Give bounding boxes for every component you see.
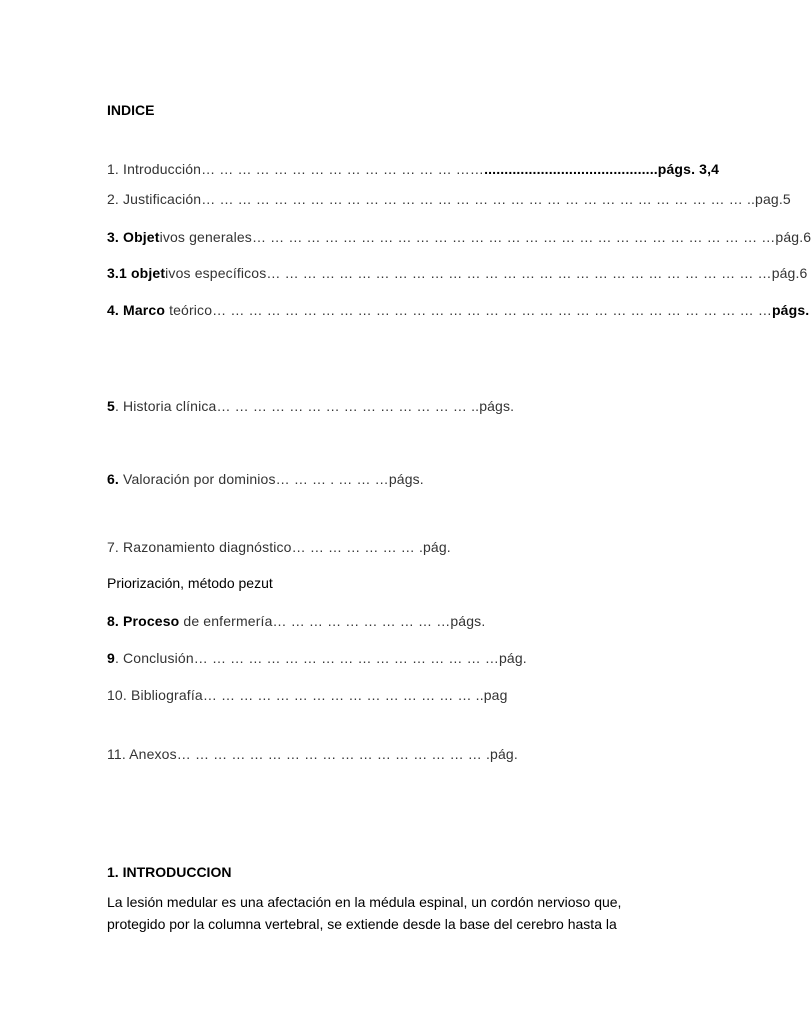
toc-number: 8. — [107, 613, 119, 629]
toc-number: 2. — [107, 191, 119, 207]
toc-dots: … … … … … … … … … … … … … … …… — [201, 161, 485, 177]
index-title: INDICE — [107, 102, 155, 118]
toc-entry-8 — [107, 612, 485, 630]
toc-page: pág.6 — [775, 229, 811, 245]
toc-entry-4 — [107, 301, 809, 319]
toc-entry-priorizacion — [107, 574, 273, 592]
toc-label: de enfermería — [183, 613, 273, 629]
toc-number: 11. — [107, 746, 126, 762]
toc-entry-7 — [107, 538, 451, 556]
toc-entry-3-1 — [107, 264, 807, 282]
toc-number: 3.1 — [107, 265, 127, 281]
toc-dots: … … … … … … … … … … … … … … … … … . — [176, 746, 491, 762]
toc-page: pág. — [423, 539, 451, 555]
toc-number: 5 — [107, 398, 115, 414]
toc-dots: … … … . … … … — [275, 471, 389, 487]
toc-dots: … … … … … … … . — [291, 539, 423, 555]
toc-entry-5 — [107, 397, 514, 415]
toc-dots: … … … … … … … … … … … … … … … … … … … … … … … … … … … … — [266, 265, 772, 281]
toc-label: Justificación — [123, 191, 202, 207]
toc-page: pag — [483, 687, 508, 703]
toc-page: págs. — [479, 398, 515, 414]
toc-label: Priorización, método pezut — [107, 575, 273, 591]
toc-page: págs. — [388, 471, 424, 487]
toc-dots: … … … … … … … … … … … … … … … … … … … … … … … … … … … … … … .. — [201, 191, 756, 207]
toc-number: 9 — [107, 650, 115, 666]
toc-label: Introducción — [123, 161, 202, 177]
paragraph-line: La lesión medular es una afectación en la médula espinal, un cordón nervioso que, — [107, 894, 622, 910]
toc-label: teórico — [169, 302, 213, 318]
toc-label: . Historia clínica — [114, 398, 217, 414]
toc-dots-bold: ........................................... — [484, 161, 658, 177]
toc-number: 1. — [107, 161, 119, 177]
toc-entry-6 — [107, 470, 424, 488]
toc-number: 4. — [107, 302, 119, 318]
toc-dots: … … … … … … … … … … — [272, 613, 451, 629]
toc-label: Razonamiento diagnóstico — [123, 539, 292, 555]
toc-label: Anexos — [129, 746, 177, 762]
toc-dots: … … … … … … … … … … … … … … … … … … … … … … … … … … … … … … … — [212, 302, 772, 318]
toc-page: págs. — [771, 302, 810, 318]
section-heading: 1. INTRODUCCION — [107, 864, 232, 880]
toc-dots: … … … … … … … … … … … … … … … … … — [193, 650, 499, 666]
toc-label: Bibliografía — [130, 687, 203, 703]
intro-paragraph — [107, 891, 667, 935]
toc-label: ivos específicos — [165, 265, 267, 281]
toc-number: 6. — [107, 471, 119, 487]
toc-number: 10. — [107, 687, 127, 703]
toc-label-bold: objet — [130, 265, 166, 281]
toc-page: pág. — [490, 746, 518, 762]
toc-dots: … … … … … … … … … … … … … … .. — [216, 398, 480, 414]
toc-label: . Conclusión — [114, 650, 194, 666]
toc-entry-3 — [107, 228, 811, 246]
toc-number: 3. — [107, 229, 119, 245]
toc-label-bold: Proceso — [123, 613, 180, 629]
toc-label-bold: Marco — [123, 302, 166, 318]
toc-page: pág.6 — [771, 265, 808, 281]
toc-entry-2 — [107, 190, 791, 208]
toc-label: Valoración por dominios — [123, 471, 276, 487]
toc-dots: … … … … … … … … … … … … … … … .. — [202, 687, 484, 703]
toc-entry-9 — [107, 649, 527, 667]
toc-label-bold: Objet — [123, 229, 160, 245]
toc-entry-10 — [107, 686, 508, 704]
toc-number: 7. — [107, 539, 119, 555]
toc-entry-1 — [107, 160, 719, 178]
toc-page: pag.5 — [755, 191, 791, 207]
toc-page: págs. — [450, 613, 486, 629]
toc-dots: … … … … … … … … … … … … … … … … … … … … … … … … … … … … … — [251, 229, 776, 245]
toc-entry-11 — [107, 745, 518, 763]
toc-label: ivos generales — [159, 229, 252, 245]
toc-page: págs. 3,4 — [657, 161, 720, 177]
toc-page: pág. — [498, 650, 527, 666]
paragraph-line: protegido por la columna vertebral, se extiende desde la base del cerebro hasta la — [107, 916, 617, 932]
